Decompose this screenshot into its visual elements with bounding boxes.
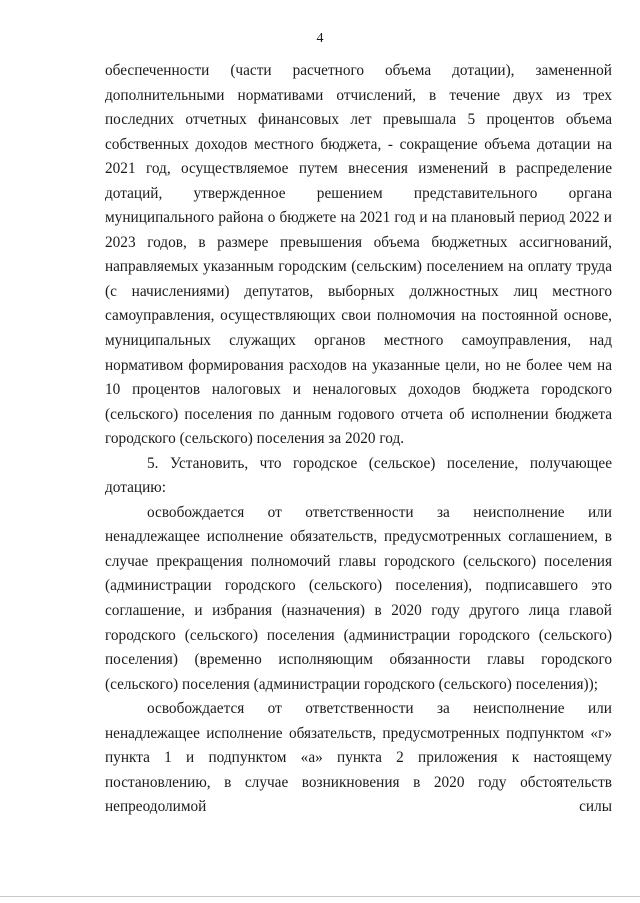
paragraph-exemption-1: освобождается от ответственности за неисполнение или ненадлежащее исполнение обязательств, предусмотренных соглашением, в случае прекращения полномочий главы городского (сельского) поселения (администрации городского (сельского) поселения), подписавшего это соглашение, и избрания (назначения) в 2020 году другого лица главой городского (сельского) поселения (администрации городского (сельского) поселения) (временно исполняющим обязанности главы городского (сельского) поселения (администрации городского (сельского) поселения)); bbox=[105, 503, 612, 693]
page-bottom-edge bbox=[0, 896, 640, 897]
paragraph-continued: обеспеченности (части расчетного объема дотации), замененной дополнительными нормативами отчислений, в течение двух из трех последних отчетных финансовых лет превышала 5 процентов объема собственных доходов местного бюджета, - сокращение объема дотации на 2021 год, осуществляемое путем внесения изменений в распределение дотаций, утвержденное решением представительного органа муниципального района о бюджете на 2021 год и на плановый период 2022 и 2023 годов, в размере превышения объема бюджетных ассигнований, направляемых указанным городским (сельским) поселением на оплату труда (с начислениями) депутатов, выборных должностных лиц местного самоуправления, осуществляющих свои полномочия на постоянной основе, муниципальных служащих органов местного самоуправления, над нормативом формирования расходов на указанные цели, но не более чем на 10 процентов налоговых и неналоговых доходов бюджета городского (сельского) поселения по данным годового отчета об исполнении бюджета городского (сельского) поселения за 2020 год. bbox=[105, 62, 612, 448]
page-number: 4 bbox=[316, 31, 324, 46]
document-body bbox=[105, 59, 612, 820]
paragraph-item-5: 5. Установить, что городское (сельское) поселение, получающее дотацию: bbox=[105, 454, 612, 497]
paragraph-exemption-2: освобождается от ответственности за неисполнение или ненадлежащее исполнение обязательств, предусмотренных подпунктом «г» пункта 1 и подпунктом «а» пункта 2 приложения к настоящему постановлению, в случае возникновения в 2020 году обстоятельств непреодолимой силы bbox=[105, 700, 612, 816]
